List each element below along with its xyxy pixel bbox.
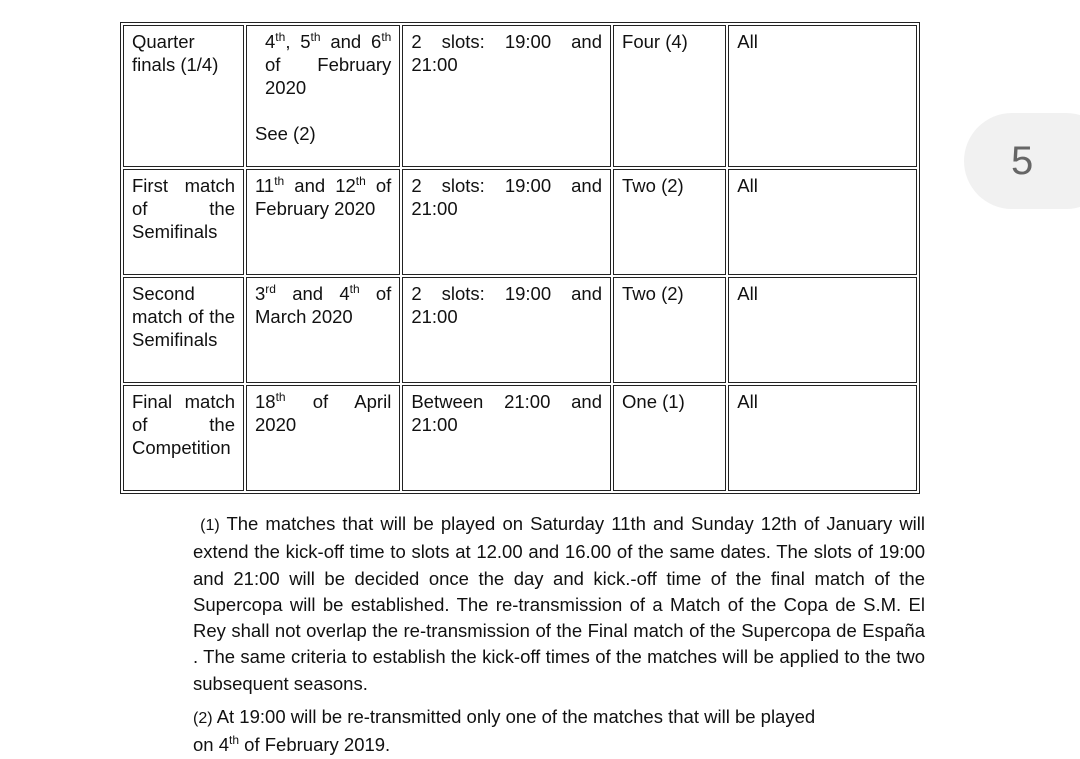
footnote-sup: th (229, 733, 240, 748)
phase-cell (123, 169, 244, 275)
page-number-badge (964, 113, 1080, 209)
phase-cell (123, 277, 244, 383)
footnote-text: on 4 (193, 734, 230, 756)
phase-text: Second match of the Semifinals (132, 283, 235, 350)
slots-text: 2 slots: 19:00 and 21:00 (411, 175, 603, 219)
page-number: 5 (1011, 139, 1034, 183)
footnote-text: The matches that will be played on Saturday 11th and Sunday 12th of January will extend the kick-off time to slots at 12.00 and 16.00 of the same dates. The slots of 19:00 and 21:00 will be decided once the day and kick.-off time of the final match of the Supercopa will be established. The re-transmission of a Match of the Copa de S.M. El Rey shall not overlap the re-transmission of the Final match of the Supercopa de España . The same criteria to establish the kick-off times of the matches will be applied to the two subsequent seasons. (193, 513, 926, 694)
matches-text: Four (4) (622, 31, 688, 52)
matches-cell (613, 169, 726, 275)
scope-cell (728, 385, 917, 491)
scope-text: All (737, 175, 758, 196)
scope-cell (728, 25, 917, 167)
scope-text: All (737, 283, 758, 304)
schedule-table (120, 22, 920, 494)
matches-cell (613, 277, 726, 383)
date-cell (246, 25, 400, 167)
date-text: 18th of April 2020 (255, 389, 392, 435)
footnote-1 (193, 511, 925, 697)
matches-text: One (1) (622, 391, 685, 412)
phase-cell (123, 25, 244, 167)
date-text: 4th, 5th and 6th of February 2020 (265, 29, 392, 98)
date-cell (246, 385, 400, 491)
footnote-marker: (1) (200, 517, 220, 534)
slots-cell (402, 169, 611, 275)
see-note: See (2) (255, 123, 316, 144)
matches-cell (613, 25, 726, 167)
slots-cell (402, 385, 611, 491)
slots-text: Between 21:00 and 21:00 (411, 391, 603, 435)
phase-text: First match of the Semifinals (132, 175, 235, 242)
scope-text: All (737, 391, 758, 412)
matches-cell (613, 385, 726, 491)
footnote-text: of February 2019. (239, 734, 391, 756)
date-cell (246, 277, 400, 383)
footnote-marker: (2) (193, 710, 213, 728)
slots-cell (402, 277, 611, 383)
phase-cell (123, 385, 244, 491)
slots-text: 2 slots: 19:00 and 21:00 (411, 31, 603, 75)
phase-text: Final match of the Competition (132, 391, 235, 458)
table-row (123, 25, 917, 167)
scope-cell (728, 169, 917, 275)
date-cell (246, 169, 400, 275)
date-text: 3rd and 4th of March 2020 (255, 281, 392, 327)
scope-text: All (737, 31, 758, 52)
table-row (123, 169, 917, 275)
table-row (123, 385, 917, 491)
slots-cell (402, 25, 611, 167)
date-text: 11th and 12th of February 2020 (255, 173, 392, 219)
footnotes (193, 511, 925, 759)
scope-cell (728, 277, 917, 383)
footnote-text: At 19:00 will be re-transmitted only one of the matches that will be played (216, 706, 816, 728)
matches-text: Two (2) (622, 175, 684, 196)
footnote-2 (193, 704, 925, 759)
slots-text: 2 slots: 19:00 and 21:00 (411, 283, 603, 327)
table-row (123, 277, 917, 383)
phase-text: Quarter finals (1/4) (132, 31, 219, 75)
matches-text: Two (2) (622, 283, 684, 304)
